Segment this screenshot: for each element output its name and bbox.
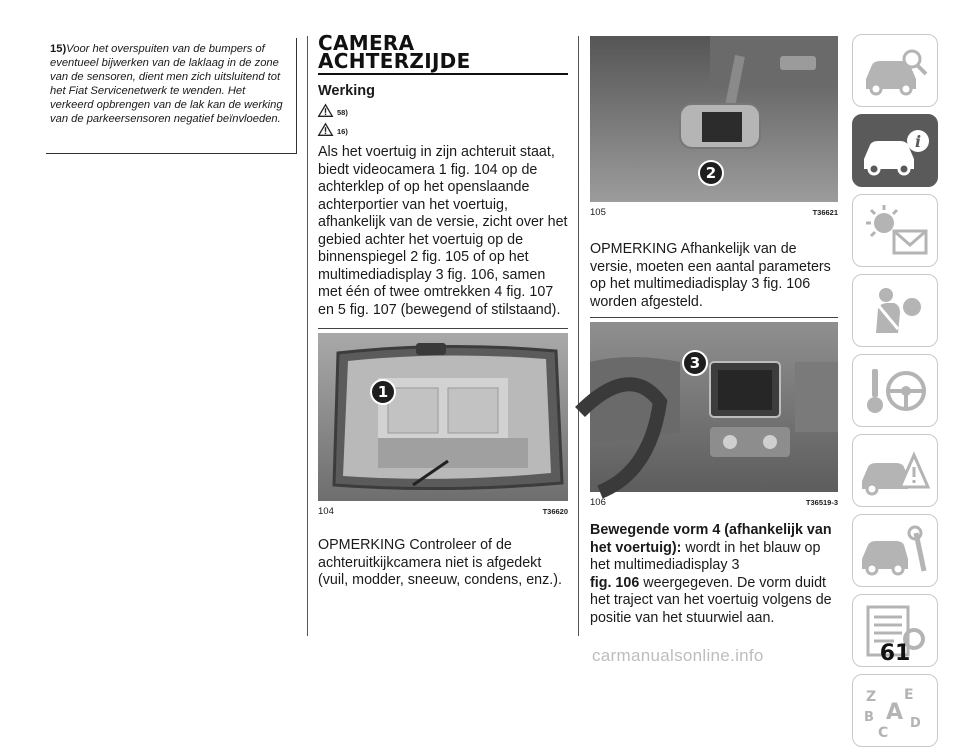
svg-text:A: A [886, 699, 904, 725]
svg-text:C: C [878, 724, 889, 741]
svg-text:E: E [904, 686, 914, 703]
note-box [46, 38, 297, 154]
note-text: Voor het overspuiten van de bumpers of eventueel bijwerken van de laklaag in de zone van de sensoren, dient men zich uitsluitend tot het Fiat Servicenetwerk te wenden. Het verkeerd opbrengen van de lak kan de werking van de parkeersensoren negatief beïnvloeden. [50, 43, 283, 125]
key-steering-wheel-icon [858, 361, 932, 421]
car-warning-triangle-icon [858, 441, 932, 501]
warning-ref[interactable]: 16) [337, 126, 348, 136]
caution-triangle-icon [318, 123, 333, 136]
moving-shape-heading: Bewegende vorm 4 (afhankelijk van het voertuig): [590, 522, 832, 556]
figure-106 [590, 317, 838, 508]
figure-104 [318, 328, 568, 517]
svg-text:Z: Z [866, 688, 877, 705]
figure-number: 105 [590, 207, 606, 218]
figure-caption [318, 506, 568, 517]
note-ref: 15) [50, 43, 67, 55]
svg-text:B: B [864, 709, 874, 725]
tab-starting-driving[interactable] [852, 354, 938, 427]
figure-image-rear-door-camera [318, 333, 568, 501]
svg-text:i: i [914, 131, 922, 151]
tab-maintenance[interactable] [852, 514, 938, 587]
title-rule [318, 73, 568, 75]
figure-code: T36621 [812, 208, 838, 217]
page-number: 61 [879, 641, 911, 666]
rear-door-illustration [318, 333, 568, 501]
dashboard-illustration [590, 322, 838, 492]
section-title-line1: CAMERA [318, 31, 415, 55]
note-camera-clean: OPMERKING Controleer of de achteruitkijkcamera niet is afgedekt (vuil, modder, sneeuw, condens, enz.). [318, 537, 562, 588]
section-camera [318, 31, 568, 319]
tab-safety[interactable] [852, 274, 938, 347]
figure-caption [590, 207, 838, 218]
figure-number: 106 [590, 497, 606, 508]
figure-105 [590, 36, 838, 218]
tab-emergency[interactable] [852, 434, 938, 507]
car-info-icon [858, 121, 932, 181]
car-magnifier-icon [858, 41, 932, 101]
figure-image-rearview-mirror [590, 36, 838, 202]
warning-ref-row [318, 121, 568, 137]
section-moving-shape [590, 522, 838, 627]
tab-instrument-panel[interactable] [852, 114, 938, 187]
figure-code: T36519-3 [805, 498, 838, 507]
section-title-line2: ACHTERZIJDE [318, 49, 471, 73]
car-wrench-icon [858, 521, 932, 581]
callout-number: 3 [682, 350, 708, 376]
warning-ref-row [318, 102, 568, 118]
watermark: carmanualsonline.info [592, 646, 764, 665]
section-body: Als het voertuig in zijn achteruit staat, biedt videocamera 1 fig. 104 op de achterklep of op het openslaande achterportier van het voertuig, afhankelijk van de versie, zicht over het gebied achter het voertuig op de binnenspiegel 2 fig. 105 of op het multimediadisplay 3 fig. 106, samen met één of twee omtrekken 4 fig. 107 en 5 fig. 107 (bewegend of stilstaand). [318, 144, 568, 318]
moving-shape-text-b: weergegeven. De vorm duidt het traject van het voertuig volgens de positie van het stuurwiel aan. [590, 574, 832, 626]
figure-number: 104 [318, 506, 334, 517]
svg-text:D: D [910, 715, 921, 731]
figure-ref[interactable]: fig. 106 [590, 574, 640, 591]
moving-shape-text-a: wordt in het blauw op het multimediadisplay 3 [590, 539, 821, 573]
callout-number: 1 [370, 379, 396, 405]
section-title [318, 31, 568, 73]
callout-number: 2 [698, 160, 724, 186]
warning-light-envelope-icon [858, 201, 932, 261]
seatbelt-airbag-icon [858, 281, 932, 341]
figure-caption [590, 497, 838, 508]
column-divider [307, 36, 308, 636]
note-multimedia-settings: OPMERKING Afhankelijk van de versie, moeten een aantal parameters op het multimediadisplay 3 fig. 106 worden afgesteld. [590, 241, 831, 310]
figure-code: T36620 [542, 507, 568, 516]
tab-index[interactable] [852, 674, 938, 747]
tab-warning-lights[interactable] [852, 194, 938, 267]
warning-ref[interactable]: 58) [337, 107, 348, 117]
warning-triangle-icon [318, 104, 333, 117]
tab-getting-to-know[interactable] [852, 34, 938, 107]
alphabet-index-icon [858, 681, 932, 741]
figure-image-multimedia-display [590, 322, 838, 492]
subheading: Werking [318, 83, 375, 99]
column-divider [578, 36, 579, 636]
